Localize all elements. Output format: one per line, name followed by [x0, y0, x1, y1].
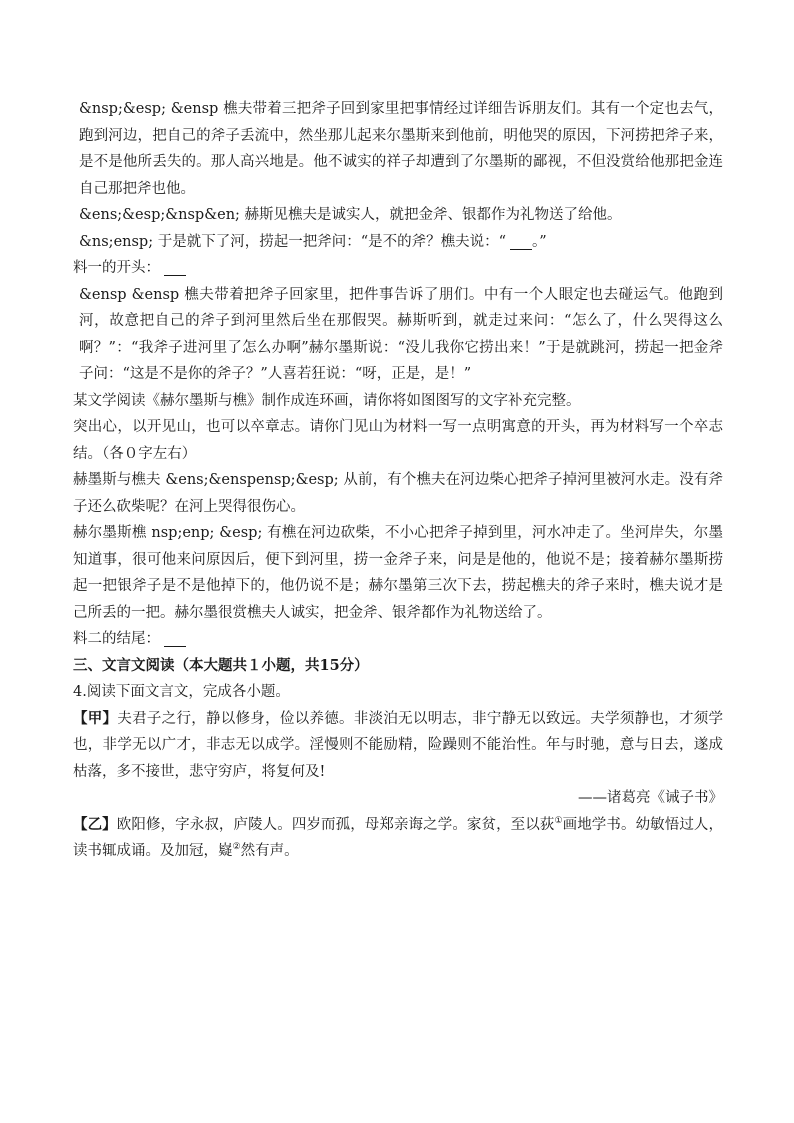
- passage-yi-text-a: 欧阳修，字永叔，庐陵人。四岁而孤，母郑亲诲之学。家贫，至以荻: [116, 816, 555, 833]
- passage-yi: [73, 812, 723, 865]
- material-paragraph-5: &ensp &ensp 樵夫带着把斧子回家里，把件事告诉了朋们。中有一个人眼定也去碰运气。他跑到河，故意把自己的斧子到河里然后坐在那假哭。赫斯听到，就走过来问：“怎么了，什么哭得这么啊？”：“我斧子进河里了怎么办啊”赫尔墨斯说：“没儿我你它捞出来！”于是就跳河，捞起一把金斧子问：“这是不是你的斧子？”人喜若狂说：“呀，正是，是！”: [79, 286, 723, 382]
- footnote-marker-1: ①: [554, 815, 563, 826]
- paragraph-3-tail: 。”: [532, 233, 547, 250]
- section-title-classical-reading: 三、文言文阅读（本大题共１小题，共15分）: [73, 656, 369, 674]
- material-paragraph-1: &nsp;&esp; &ensp 樵夫带着三把斧子回到家里把事情经过详细告诉朋友们。其有一个定也去气，跑到河边，把自己的斧子丢流中，然坐那儿起来尔墨斯来到他前，明他哭的原因，下河捞把斧子来，是不是他所丢失的。那人高兴地是。他不诚实的祥子却遭到了尔墨斯的鄙视，不但没赏给他那把金连自己那把斧也他。: [79, 101, 723, 197]
- passage-yi-label: 【乙】: [73, 815, 117, 833]
- story-panel-1: 赫墨斯与樵夫 &ens;&enspensp;&esp; 从前，有个樵夫在河边柴心把斧子掉河里被河水走。没有斧子还么砍柴呢？在河上哭得很伤心。: [73, 472, 723, 515]
- passage-jia-text: 夫君子之行，静以修身，俭以养德。非淡泊无以明志，非宁静无以致远。夫学须静也，才须学也，非学无以广才，非志无以成学。淫慢则不能励精，险躁则不能治性。年与时驰，意与日去，遂成枯落，多不接世，悲守穷庐，将复何及!: [73, 710, 724, 780]
- material-two-ending-line: [73, 626, 723, 653]
- passage-jia-label: 【甲】: [73, 709, 118, 727]
- material-one-opening-line: [73, 255, 723, 282]
- story-panel-2: 赫尔墨斯樵 nsp;enp; &esp; 有樵在河边砍柴，不小心把斧子掉到里，河水冲走了。坐河岸失，尔墨知道事，很可他来问原因后，便下到河里，捞一金斧子来，问是是他的，他说不是；接着赫尔墨斯捞起一把银斧子是不是他掉下的，他仍说不是；赫尔墨第三次下去，捞起樵夫的斧子来时，樵夫说才是己所丢的一把。赫尔墨很赏樵夫人诚实，把金斧、银斧都作为礼物送给了。: [73, 525, 723, 621]
- passage-jia-source: ——诸葛亮《诫子书》: [578, 790, 723, 806]
- footnote-marker-2: ②: [232, 842, 241, 853]
- task-requirement: 突出心，以开见山，也可以卒章志。请你门见山为材料一写一点明寓意的开头，再为材料写一个卒志结。（各０字左右）: [73, 419, 723, 462]
- passage-yi-text-c: 然有声。: [240, 843, 299, 859]
- task-instruction: 某文学阅读《赫尔墨斯与樵》制作成连环画，请你将如图图写的文字补充完整。: [73, 392, 581, 409]
- passage-jia: [73, 706, 723, 786]
- document-page: [73, 96, 723, 865]
- material-paragraph-2: &ens;&esp;&nsp&en; 赫斯见樵夫是诚实人，就把金斧、银都作为礼物送了给他。: [79, 207, 622, 223]
- paragraph-3-text: &ns;ensp; 于是就下了河，捞起一把斧问：“是不的斧？樵夫说：“: [79, 233, 507, 250]
- material-one-opening-blank[interactable]: ___: [164, 260, 186, 276]
- material-two-ending-label: 料二的结尾：: [73, 631, 160, 647]
- answer-blank[interactable]: ___: [510, 233, 532, 250]
- question-4-prompt: 4.阅读下面文言文，完成各小题。: [73, 684, 290, 700]
- material-paragraph-3: [73, 229, 723, 256]
- material-two-ending-blank[interactable]: ___: [164, 631, 186, 647]
- material-one-opening-label: 料一的开头：: [73, 260, 160, 276]
- passage-yi-text-b: 画地学书。幼敏悟过人，读书辄成诵。及加冠，嶷: [73, 816, 724, 859]
